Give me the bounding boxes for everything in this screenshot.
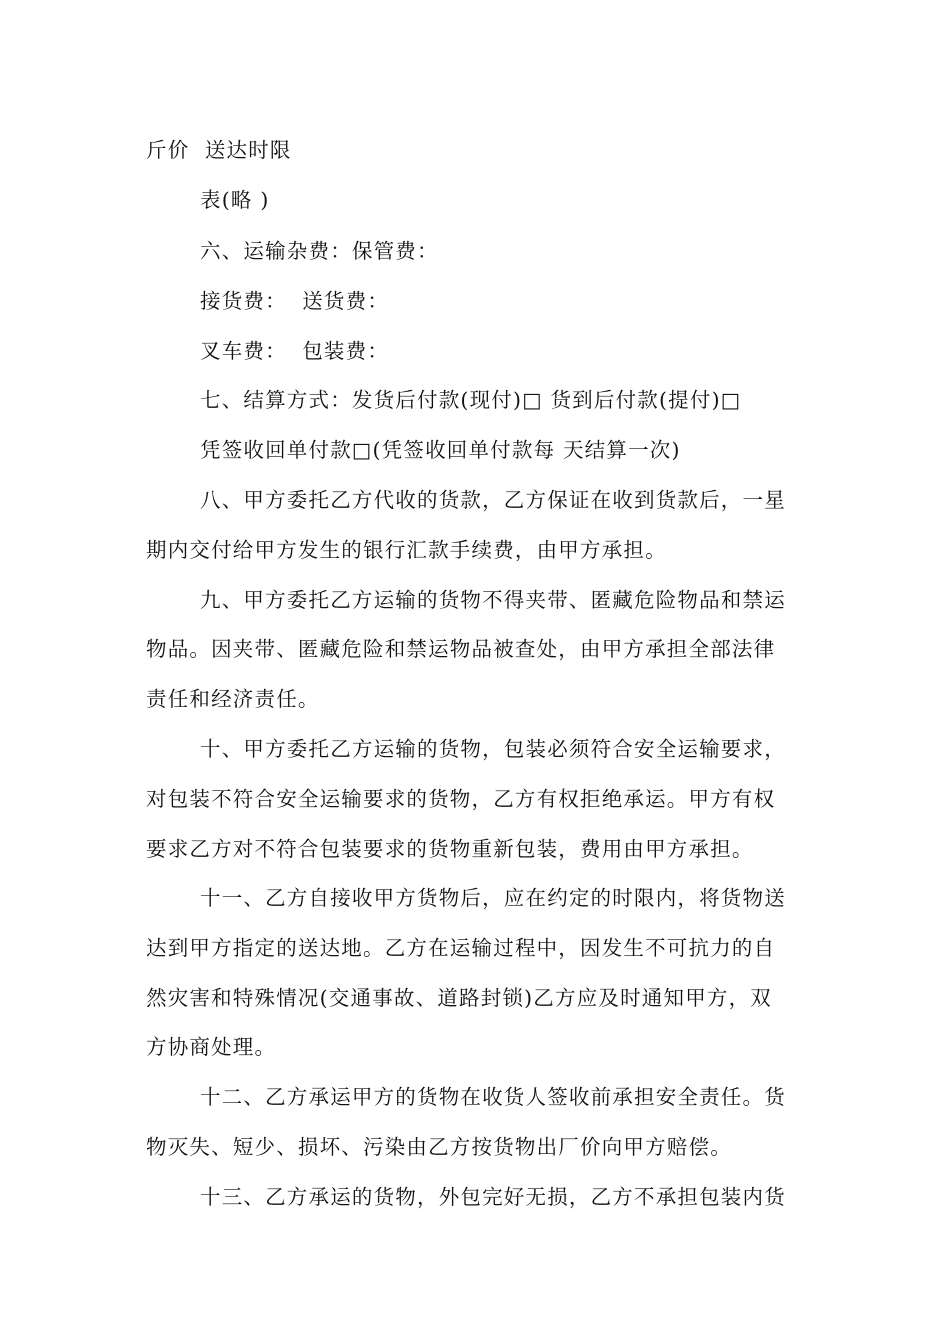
text-line: 要求乙方对不符合包装要求的货物重新包装，费用由甲方承担。 xyxy=(146,837,754,861)
text-line: 十、甲方委托乙方运输的货物，包装必须符合安全运输要求， xyxy=(200,737,786,761)
text-line: 责任和经济责任。 xyxy=(146,687,320,711)
text-line: 十三、乙方承运的货物，外包完好无损，乙方不承担包装内货 xyxy=(200,1185,786,1209)
text-line: 然灾害和特殊情况(交通事故、道路封锁)乙方应及时通知甲方，双 xyxy=(146,986,772,1010)
text-line: 叉车费： 包装费： xyxy=(200,339,390,363)
text-line: 方协商处理。 xyxy=(146,1035,277,1059)
text-line: 表(略 ) xyxy=(200,188,270,212)
text-line: 达到甲方指定的送达地。乙方在运输过程中，因发生不可抗力的自 xyxy=(146,936,776,960)
text-line: 物灭失、短少、损坏、污染由乙方按货物出厂价向甲方赔偿。 xyxy=(146,1135,732,1159)
text-line: 九、甲方委托乙方运输的货物不得夹带、匿藏危险物品和禁运 xyxy=(200,588,786,612)
text-line: 期内交付给甲方发生的银行汇款手续费，由甲方承担。 xyxy=(146,538,667,562)
text-line: 十二、乙方承运甲方的货物在收货人签收前承担安全责任。货 xyxy=(200,1085,786,1109)
text-line: 六、运输杂费：保管费： xyxy=(200,239,439,263)
text-line: 八、甲方委托乙方代收的货款，乙方保证在收到货款后，一星 xyxy=(200,488,786,512)
text-line: 凭签收回单付款□(凭签收回单付款每 天结算一次) xyxy=(200,438,681,462)
text-line: 对包装不符合安全运输要求的货物，乙方有权拒绝承运。甲方有权 xyxy=(146,787,776,811)
text-line: 七、结算方式：发货后付款(现付)□ 货到后付款(提付)□ xyxy=(200,388,742,412)
text-line: 接货费： 送货费： xyxy=(200,289,390,313)
text-line: 斤价 送达时限 xyxy=(146,138,292,162)
text-line: 十一、乙方自接收甲方货物后，应在约定的时限内，将货物送 xyxy=(200,886,786,910)
text-line: 物品。因夹带、匿藏危险和禁运物品被查处，由甲方承担全部法律 xyxy=(146,637,776,661)
